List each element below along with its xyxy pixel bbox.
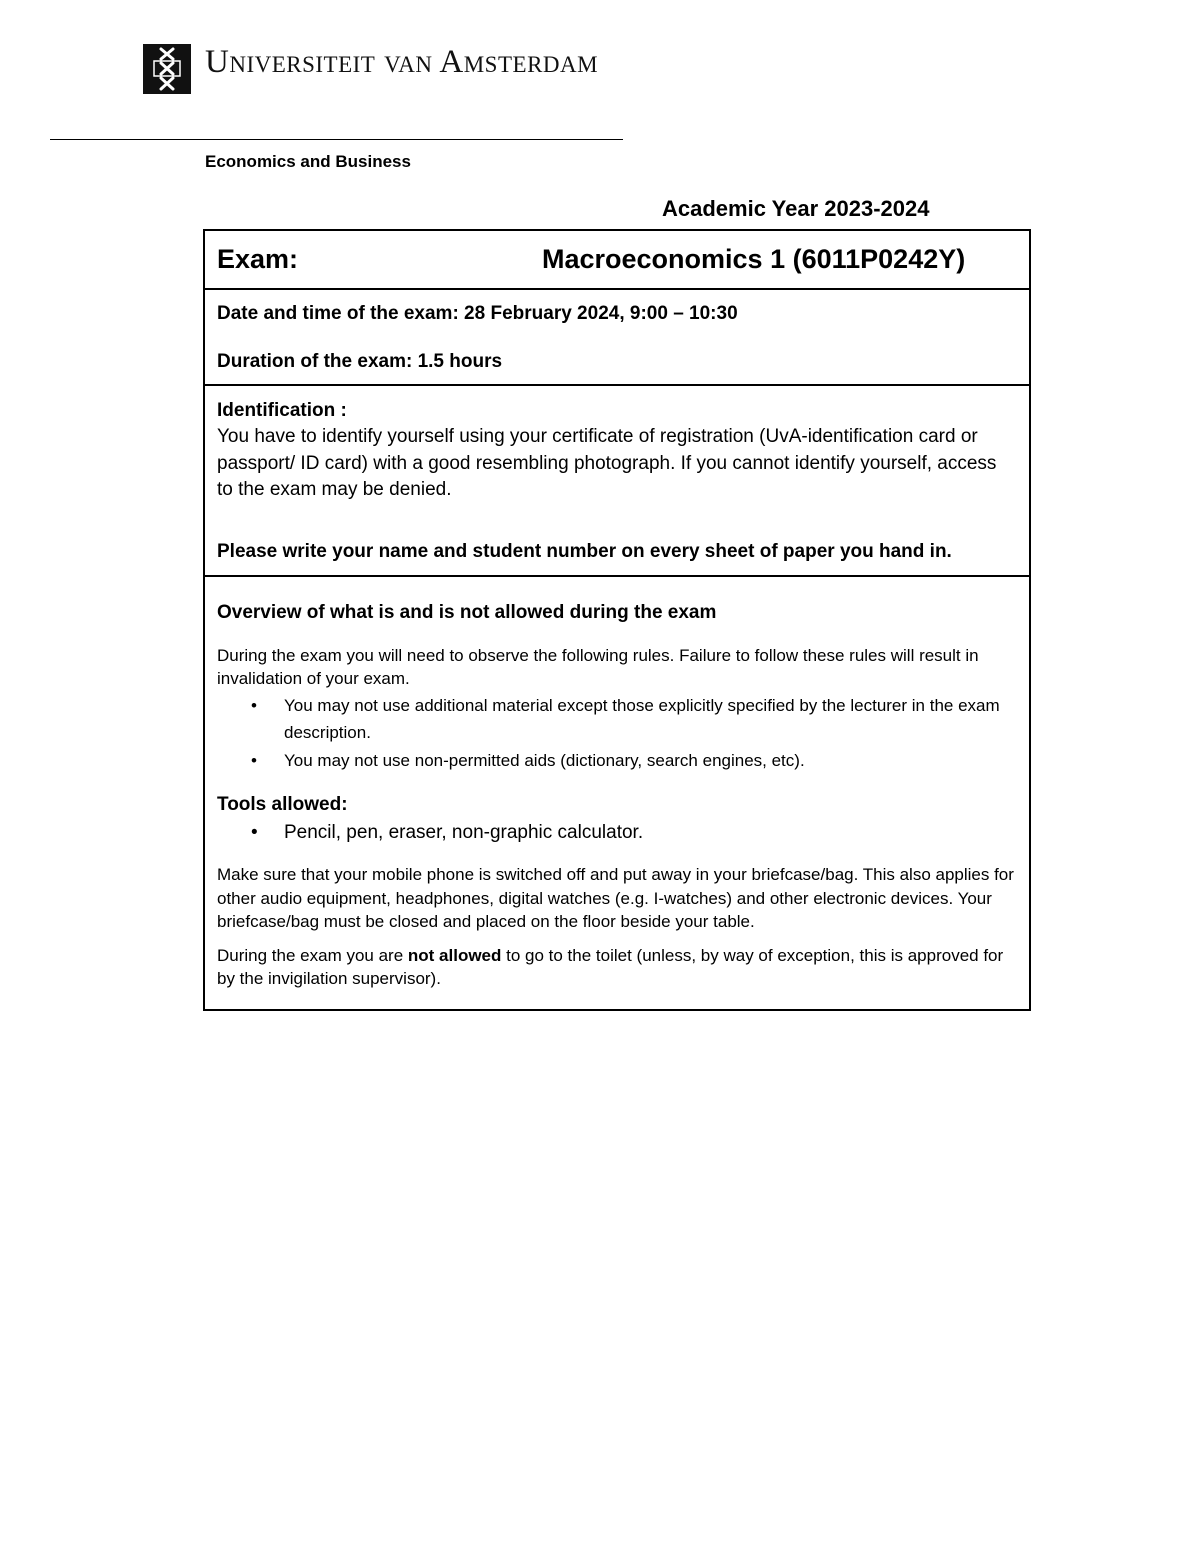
rule-text: You may not use additional material except those explicitly specified by the lecturer in the exam description.: [284, 696, 1000, 742]
exam-date-value: : 28 February 2024, 9:00 – 10:30: [452, 303, 738, 324]
university-name: Universiteit van Amsterdam: [205, 44, 599, 80]
rules-title: Overview of what is and is not allowed during the exam: [217, 602, 717, 623]
exam-duration: Duration of the exam: 1.5 hours: [217, 351, 503, 372]
exam-date-label: Date and time of the exam: [217, 303, 453, 324]
phone-note: Make sure that your mobile phone is switched off and put away in your briefcase/bag. This also applies for other audio equipment, headphones, digital watches (e.g. I-watches) and other electronic devices. Your briefcase/bag must be closed and placed on the floor beside your table.: [217, 865, 1014, 931]
tools-list: [217, 820, 1017, 846]
toilet-note-start: During the exam you are: [217, 945, 408, 965]
identification-heading: Identification :: [217, 400, 347, 421]
header-divider: [50, 139, 623, 140]
exam-schedule-section: [205, 288, 1029, 384]
bullet-icon: •: [251, 696, 257, 715]
toilet-note-emphasis: not allowed: [407, 945, 502, 965]
university-logo: [143, 44, 191, 94]
bullet-icon: •: [251, 822, 258, 843]
exam-info-box: [203, 229, 1031, 1011]
rules-section: [205, 575, 1029, 1009]
rules-list: [217, 692, 1017, 774]
exam-date-line: [217, 302, 1017, 326]
bullet-icon: •: [251, 751, 257, 770]
faculty-name: Economics and Business: [205, 152, 411, 171]
toilet-note: [217, 944, 1017, 991]
identification-section: [205, 384, 1029, 575]
list-item: [217, 692, 1017, 746]
academic-year: Academic Year 2023-2024: [662, 196, 930, 221]
rule-text: You may not use non-permitted aids (dictionary, search engines, etc).: [284, 751, 805, 770]
list-item: [217, 820, 1017, 846]
exam-title-row: [205, 231, 1029, 288]
rules-intro: During the exam you will need to observe the following rules. Failure to follow these rules will result in invalidation of your exam.: [217, 646, 979, 688]
tool-text: Pencil, pen, eraser, non-graphic calculator.: [284, 822, 644, 843]
toilet-note-end: to go to the toilet (unless, by way of exception, this is approved for by the invigilation supervisor).: [217, 945, 1004, 988]
uva-shield-icon: [143, 44, 191, 94]
name-number-note: Please write your name and student number on every sheet of paper you hand in.: [217, 540, 952, 562]
list-item: [217, 747, 1017, 774]
identification-body: You have to identify yourself using your certificate of registration (UvA-identification card or passport/ ID card) with a good resembling photograph. If you cannot identify yourself, access to the exam may be denied.: [217, 426, 997, 500]
exam-label: Exam:: [217, 244, 299, 274]
tools-title: Tools allowed:: [217, 794, 348, 815]
course-title: Macroeconomics 1 (6011P0242Y): [542, 244, 966, 274]
